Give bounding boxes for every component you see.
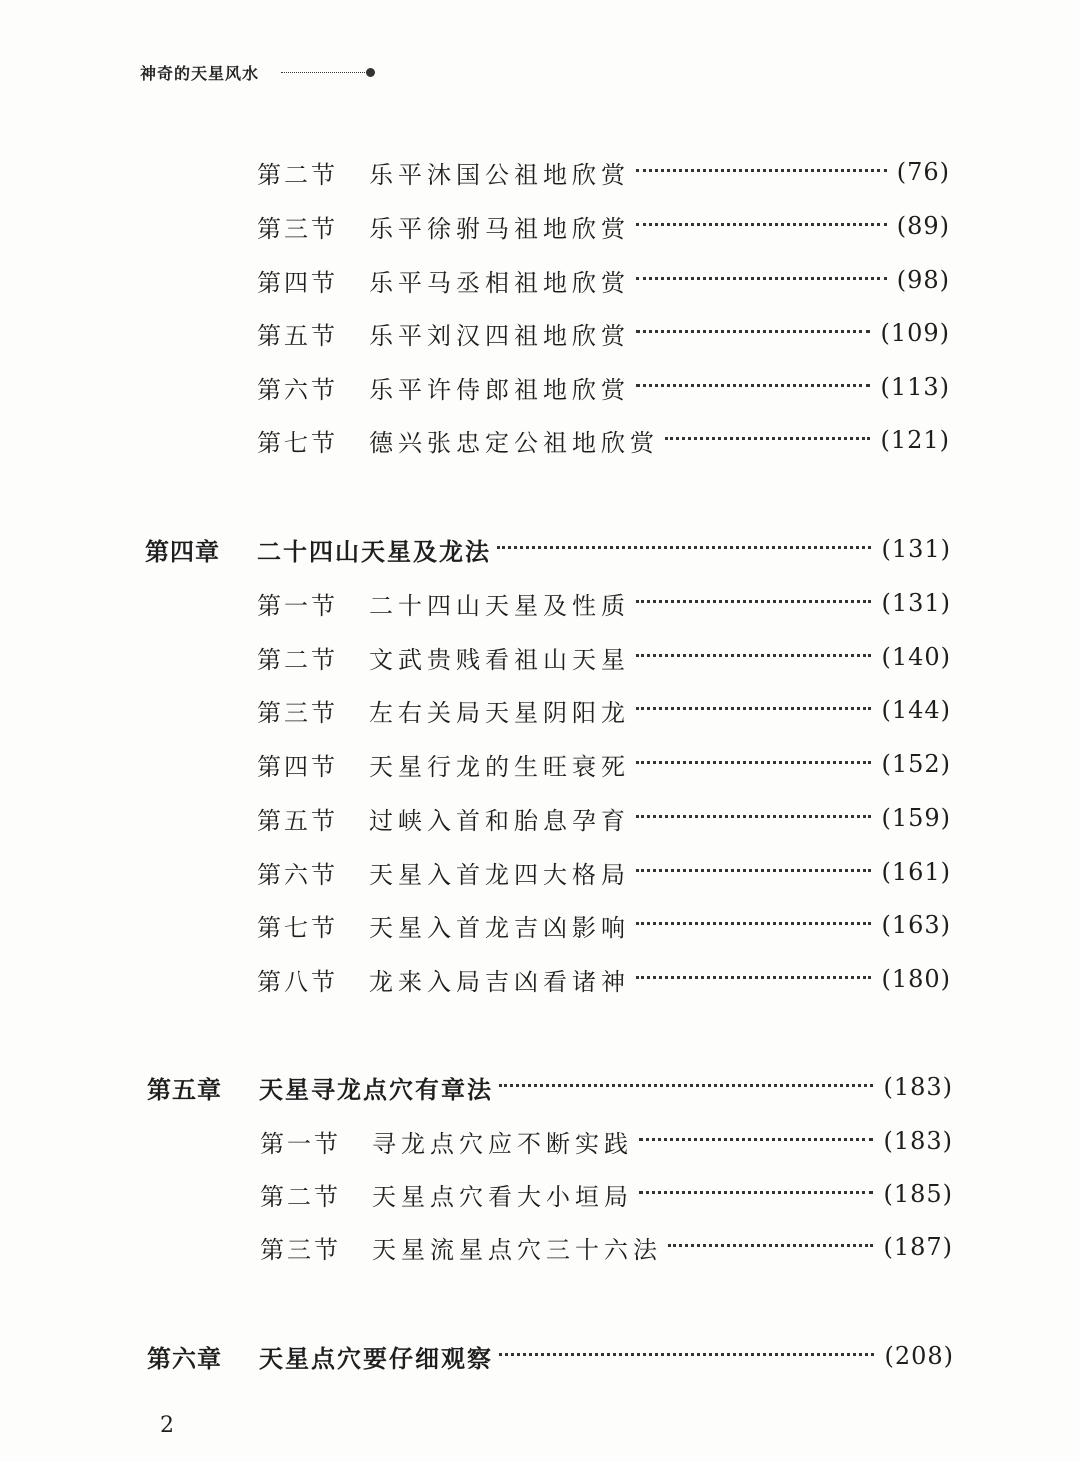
toc-entry-page: (144) [881,696,951,724]
header-rule [281,72,365,73]
toc-entry-page: (76) [896,158,950,186]
toc-entry-title: 左右关局天星阴阳龙 [369,698,630,727]
dot-leader [636,223,887,226]
toc-entry-label: 第三节 [257,214,338,243]
toc-entry-label: 第八节 [257,967,338,996]
toc-entry-title: 过峡入首和胎息孕育 [369,806,630,835]
toc-entry [257,313,950,353]
dot-leader [636,761,871,764]
toc-entry-page: (113) [880,373,950,401]
toc-entry-title: 乐平许侍郎祖地欣赏 [369,375,630,404]
toc-entry-label: 第一节 [260,1129,341,1158]
toc-entry-page: (187) [883,1233,953,1261]
toc-entry-page: (140) [881,643,951,671]
toc-entry-page: (163) [881,911,951,939]
toc-entry-title: 天星入首龙四大格局 [369,860,630,889]
toc-chapter-label: 第六章 [147,1344,222,1373]
header-dot [366,68,375,77]
toc-entry [257,420,950,460]
toc-entry-label: 第四节 [257,752,338,781]
toc-entry [257,744,951,784]
toc-entry-title: 寻龙点穴应不断实践 [372,1129,633,1158]
dot-leader [636,384,870,387]
toc-entry-title: 乐平马丞相祖地欣赏 [369,268,630,297]
toc-entry-page: (159) [881,804,951,832]
toc-entry-page: (180) [881,965,951,993]
toc-entry-page: (183) [883,1127,953,1155]
toc-entry-title: 天星入首龙吉凶影响 [369,913,630,942]
toc-entry-title: 乐平刘汉四祖地欣赏 [369,321,630,350]
dot-leader [665,437,870,440]
toc-chapter-label: 第五章 [147,1075,222,1104]
dot-leader [636,869,871,872]
toc-entry-page: (152) [881,750,951,778]
dot-leader [636,169,887,172]
toc-entry-title: 乐平徐驸马祖地欣赏 [369,214,630,243]
toc-entry [257,852,951,892]
toc-entry-label: 第一节 [257,591,338,620]
toc-entry-label: 第二节 [260,1182,341,1211]
toc-chapter-title: 二十四山天星及龙法 [257,537,491,566]
dot-leader [636,330,870,333]
page-number: 2 [160,1413,174,1438]
toc-entry-label: 第六节 [257,860,338,889]
toc-entry-title: 乐平沐国公祖地欣赏 [369,160,630,189]
toc-entry-title: 德兴张忠定公祖地欣赏 [369,428,659,457]
toc-entry-title: 天星流星点穴三十六法 [372,1235,662,1264]
toc-entry-label: 第六节 [257,375,338,404]
toc-entry [257,959,951,999]
dot-leader [639,1191,873,1194]
toc-entry [257,206,950,246]
toc-chapter-title: 天星点穴要仔细观察 [259,1344,493,1373]
toc-entry-label: 第二节 [257,160,338,189]
toc-entry-label: 第三节 [260,1235,341,1264]
toc-entry [260,1174,953,1214]
dot-leader [636,922,871,925]
dot-leader [636,815,871,818]
toc-entry-title: 天星点穴看大小垣局 [372,1182,633,1211]
toc-entry-page: (98) [896,266,950,294]
toc-entry [257,637,951,677]
toc-entry [257,905,951,945]
toc-entry-label: 第七节 [257,913,338,942]
toc-entry-label: 第四节 [257,268,338,297]
toc-entry-label: 第二节 [257,645,338,674]
toc-entry-label: 第三节 [257,698,338,727]
dot-leader [499,1353,874,1356]
toc-chapter-label: 第四章 [145,537,220,566]
toc-entry [257,367,950,407]
toc-entry-page: (185) [883,1180,953,1208]
dot-leader [668,1244,873,1247]
toc-entry [260,1227,953,1267]
toc-entry-page: (89) [896,212,950,240]
toc-chapter-title: 天星寻龙点穴有章法 [259,1075,493,1104]
toc-chapter-page: (208) [884,1342,954,1370]
toc-entry-page: (161) [881,858,951,886]
toc-entry-title: 文武贵贱看祖山天星 [369,645,630,674]
toc-entry [260,1121,953,1161]
toc-entry-page: (109) [880,319,950,347]
toc-entry-label: 第五节 [257,321,338,350]
toc-entry-label: 第五节 [257,806,338,835]
toc-entry-title: 龙来入局吉凶看诸神 [369,967,630,996]
toc-chapter-page: (183) [883,1073,953,1101]
toc-entry [257,798,951,838]
toc-chapter [147,1067,953,1107]
book-title: 神奇的天星风水 [140,63,260,83]
running-head [140,60,375,84]
toc-entry-title: 天星行龙的生旺衰死 [369,752,630,781]
dot-leader [636,277,887,280]
toc-entry [257,260,950,300]
toc-entry [257,583,951,623]
dot-leader [497,546,871,549]
dot-leader [636,976,871,979]
dot-leader [636,707,871,710]
toc-chapter [145,529,951,569]
dot-leader [639,1138,873,1141]
toc-chapter-page: (131) [881,535,951,563]
dot-leader [499,1084,873,1087]
dot-leader [636,654,871,657]
toc-entry [257,152,950,192]
toc-entry [257,690,951,730]
toc-entry-page: (131) [881,589,951,617]
toc-entry-title: 二十四山天星及性质 [369,591,630,620]
toc-chapter [147,1336,954,1376]
dot-leader [636,600,871,603]
toc-entry-page: (121) [880,426,950,454]
toc-entry-label: 第七节 [257,428,338,457]
